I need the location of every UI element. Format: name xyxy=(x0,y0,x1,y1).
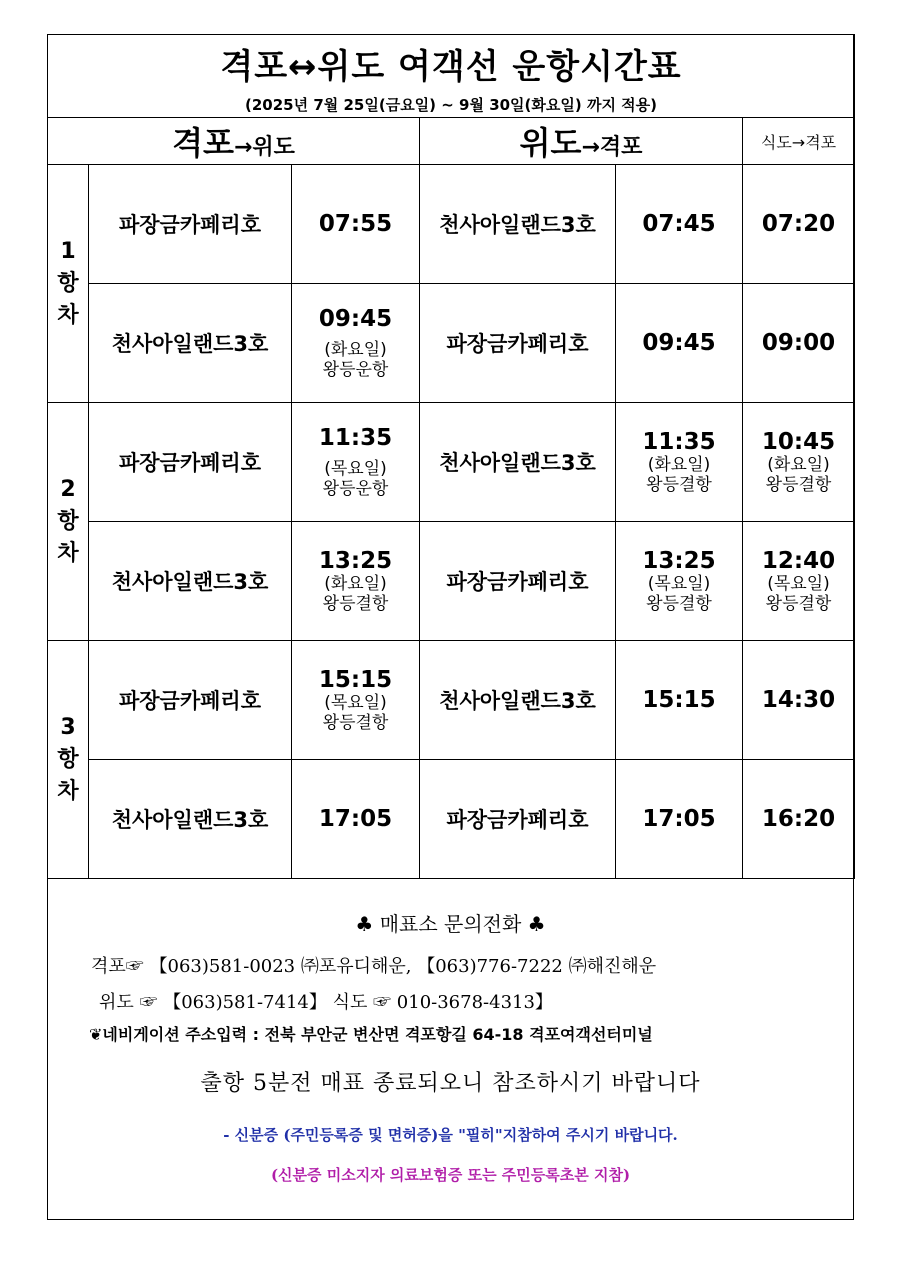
time-outbound: 09:45 (화요일) 왕등운항 xyxy=(292,284,420,403)
time-sikdo: 16:20 xyxy=(743,760,855,879)
id-notice: - 신분증 (주민등록증 및 면허증)을 "필히"지참하여 주시기 바랍니다. xyxy=(223,1126,678,1144)
info-section xyxy=(47,878,854,1220)
ship-outbound: 파장금카페리호 xyxy=(89,641,292,760)
ship-outbound: 파장금카페리호 xyxy=(89,165,292,284)
time-sikdo: 07:20 xyxy=(743,165,855,284)
ship-inbound: 파장금카페리호 xyxy=(420,522,616,641)
gyeokpo-contacts: 격포☞ 【063)581-0023 ㈜포유디해운, 【063)776-7222 ㈜해진해운 xyxy=(91,956,657,977)
ticket-office-heading: ♣ 매표소 문의전화 ♣ xyxy=(355,912,546,936)
table-row xyxy=(48,284,855,403)
time-inbound: 09:45 xyxy=(616,284,743,403)
time-outbound: 07:55 xyxy=(292,165,420,284)
trip-label: 3 항 차 xyxy=(48,641,89,879)
arrow-right-icon: → xyxy=(233,135,253,160)
time-outbound: 13:25 (화요일) 왕등결항 xyxy=(292,522,420,641)
trip-label: 2 항 차 xyxy=(48,403,89,641)
time-inbound: 07:45 xyxy=(616,165,743,284)
ship-outbound: 천사아일랜드3호 xyxy=(89,522,292,641)
arrow-right-icon: → xyxy=(581,135,600,160)
ship-inbound: 천사아일랜드3호 xyxy=(420,165,616,284)
time-outbound: 17:05 xyxy=(292,760,420,879)
ship-outbound: 천사아일랜드3호 xyxy=(89,760,292,879)
wido-sikdo-contacts: 위도 ☞ 【063)581-7414】 식도 ☞ 010-3678-4313】 xyxy=(99,992,553,1013)
ship-inbound: 천사아일랜드3호 xyxy=(420,403,616,522)
ship-outbound: 천사아일랜드3호 xyxy=(89,284,292,403)
time-outbound: 15:15 (목요일) 왕등결항 xyxy=(292,641,420,760)
id-alt-notice: (신분증 미소지자 의료보험증 또는 주민등록초본 지참) xyxy=(270,1166,631,1184)
time-sikdo: 10:45 (화요일) 왕등결항 xyxy=(743,403,855,522)
trip-label: 1 항 차 xyxy=(48,165,89,403)
table-row xyxy=(48,522,855,641)
ship-outbound: 파장금카페리호 xyxy=(89,403,292,522)
header-wido-to-gyeokpo: 위도→격포 xyxy=(420,118,743,165)
time-sikdo: 12:40 (목요일) 왕등결항 xyxy=(743,522,855,641)
time-inbound: 15:15 xyxy=(616,641,743,760)
navigation-address: ❦네비게이션 주소입력 : 전북 부안군 변산면 격포항길 64-18 격포여객선터미널 xyxy=(89,1025,653,1044)
ship-inbound: 천사아일랜드3호 xyxy=(420,641,616,760)
ship-inbound: 파장금카페리호 xyxy=(420,760,616,879)
time-inbound: 13:25 (목요일) 왕등결항 xyxy=(616,522,743,641)
table-row xyxy=(48,165,855,284)
time-inbound: 11:35 (화요일) 왕등결항 xyxy=(616,403,743,522)
time-sikdo: 14:30 xyxy=(743,641,855,760)
page-title: 격포↔위도 여객선 운항시간표 xyxy=(48,35,855,92)
time-sikdo: 09:00 xyxy=(743,284,855,403)
validity-period: (2025년 7월 25일(금요일) ~ 9월 30일(화요일) 까지 적용) xyxy=(48,91,855,118)
time-inbound: 17:05 xyxy=(616,760,743,879)
closing-notice: 출항 5분전 매표 종료되오니 참조하시기 바랍니다 xyxy=(200,1071,701,1096)
header-gyeokpo-to-wido: 격포→위도 xyxy=(48,118,420,165)
ship-inbound: 파장금카페리호 xyxy=(420,284,616,403)
header-sikdo-to-gyeokpo: 식도→격포 xyxy=(743,118,855,165)
timetable xyxy=(47,34,855,879)
table-row xyxy=(48,641,855,760)
table-row xyxy=(48,403,855,522)
time-outbound: 11:35 (목요일) 왕등운항 xyxy=(292,403,420,522)
table-row xyxy=(48,760,855,879)
